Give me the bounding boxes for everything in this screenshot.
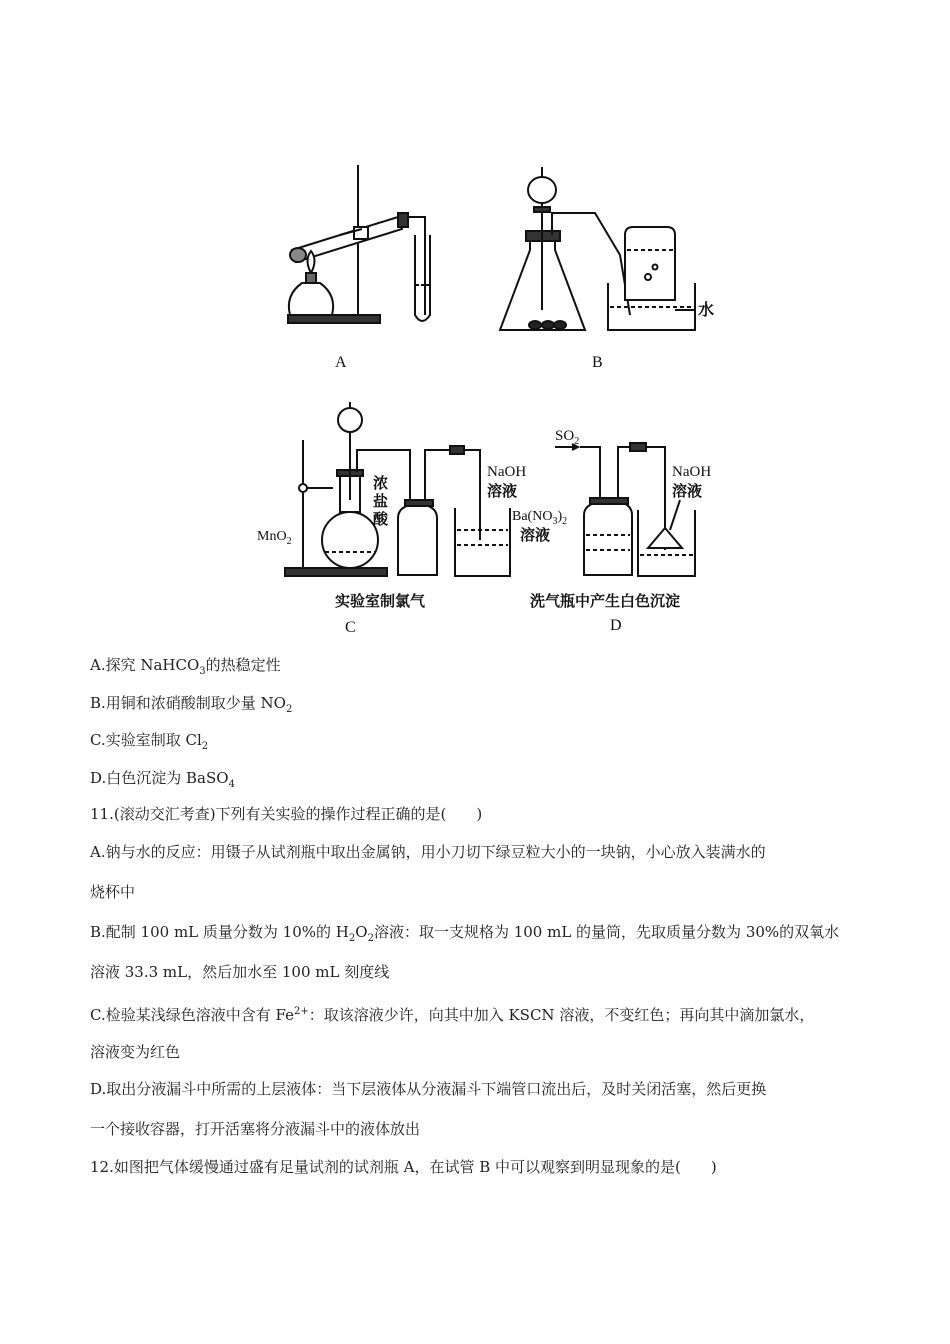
figure-c-acid-label-1: 浓 — [373, 474, 389, 492]
q11-option-b-line2: 溶液 33.3 mL，然后加水至 100 mL 刻度线 — [90, 963, 390, 981]
q11-option-d-line1: D.取出分液漏斗中所需的上层液体：当下层液体从分液漏斗下端管口流出后，及时关闭活塞，然后更换 — [90, 1080, 767, 1098]
q11-option-a-line2: 烧杯中 — [90, 883, 136, 901]
figure-b-apparatus — [490, 155, 730, 375]
figure-b-water-label: 水 — [698, 300, 715, 319]
figure-c-acid-label-2: 盐 — [373, 492, 389, 510]
figure-d-so2-label: $SO_2$ — [555, 428, 580, 447]
q11-stem: 11.(滚动交汇考查)下列有关实验的操作过程正确的是( ) — [90, 805, 483, 823]
figure-c-apparatus — [255, 400, 545, 640]
q11-option-c-line1: C.检验某浅绿色溶液中含有 $Fe^{2+}$：取该溶液少许，向其中加入 KSCN 溶液，不变红色；再向其中滴加氯水， — [90, 1006, 815, 1024]
q11-option-c-line2: 溶液变为红色 — [90, 1043, 181, 1061]
q10-option-d: D.白色沉淀为 BaSO$_4$ — [90, 769, 235, 790]
figure-c-naoh-label: NaOH — [487, 464, 527, 480]
figure-d-naoh-solution-label: 溶液 — [672, 482, 703, 500]
q10-option-b: B.用铜和浓硝酸制取少量 $NO_2$ — [90, 694, 293, 715]
figure-d-caption: 洗气瓶中产生白色沉淀 — [530, 592, 681, 610]
figure-d-label: D — [610, 617, 622, 634]
figure-a-label: A — [335, 354, 347, 371]
figure-c-acid-label-3: 酸 — [373, 510, 389, 528]
figure-b-label: B — [592, 354, 603, 371]
figure-d-bano3-label: $Ba(NO_3)_2$ — [512, 509, 568, 527]
figure-d-naoh-label: NaOH — [672, 464, 712, 480]
figure-c-mno2-label: MnO$_2$ — [257, 529, 292, 547]
figure-c-solution-label: 溶液 — [487, 482, 518, 500]
figure-d-apparatus — [512, 420, 730, 635]
q11-option-d-line2: 一个接收容器，打开活塞将分液漏斗中的液体放出 — [90, 1120, 421, 1138]
q10-option-c: C.实验室制取 $Cl_2$ — [90, 731, 209, 752]
figure-c-label: C — [345, 619, 356, 636]
q11-option-a-line1: A.钠与水的反应：用镊子从试剂瓶中取出金属钠，用小刀切下绿豆粒大小的一块钠，小心放入装满水的 — [90, 843, 766, 861]
figure-a-apparatus — [270, 155, 450, 375]
figure-c-caption: 实验室制氯气 — [335, 592, 426, 610]
figure-d-solution-label: 溶液 — [520, 526, 551, 544]
q11-option-b-line1: B.配制 100 mL 质量分数为 10%的 $H_2O_2$溶液：取一支规格为 100 mL 的量筒，先取质量分数为 30%的双氧水 — [90, 923, 840, 944]
q12-stem: 12.如图把气体缓慢通过盛有足量试剂的试剂瓶 A，在试管 B 中可以观察到明显现象的是( ) — [90, 1158, 717, 1176]
q10-option-a: A.探究 NaHCO$_3$的热稳定性 — [90, 656, 281, 677]
